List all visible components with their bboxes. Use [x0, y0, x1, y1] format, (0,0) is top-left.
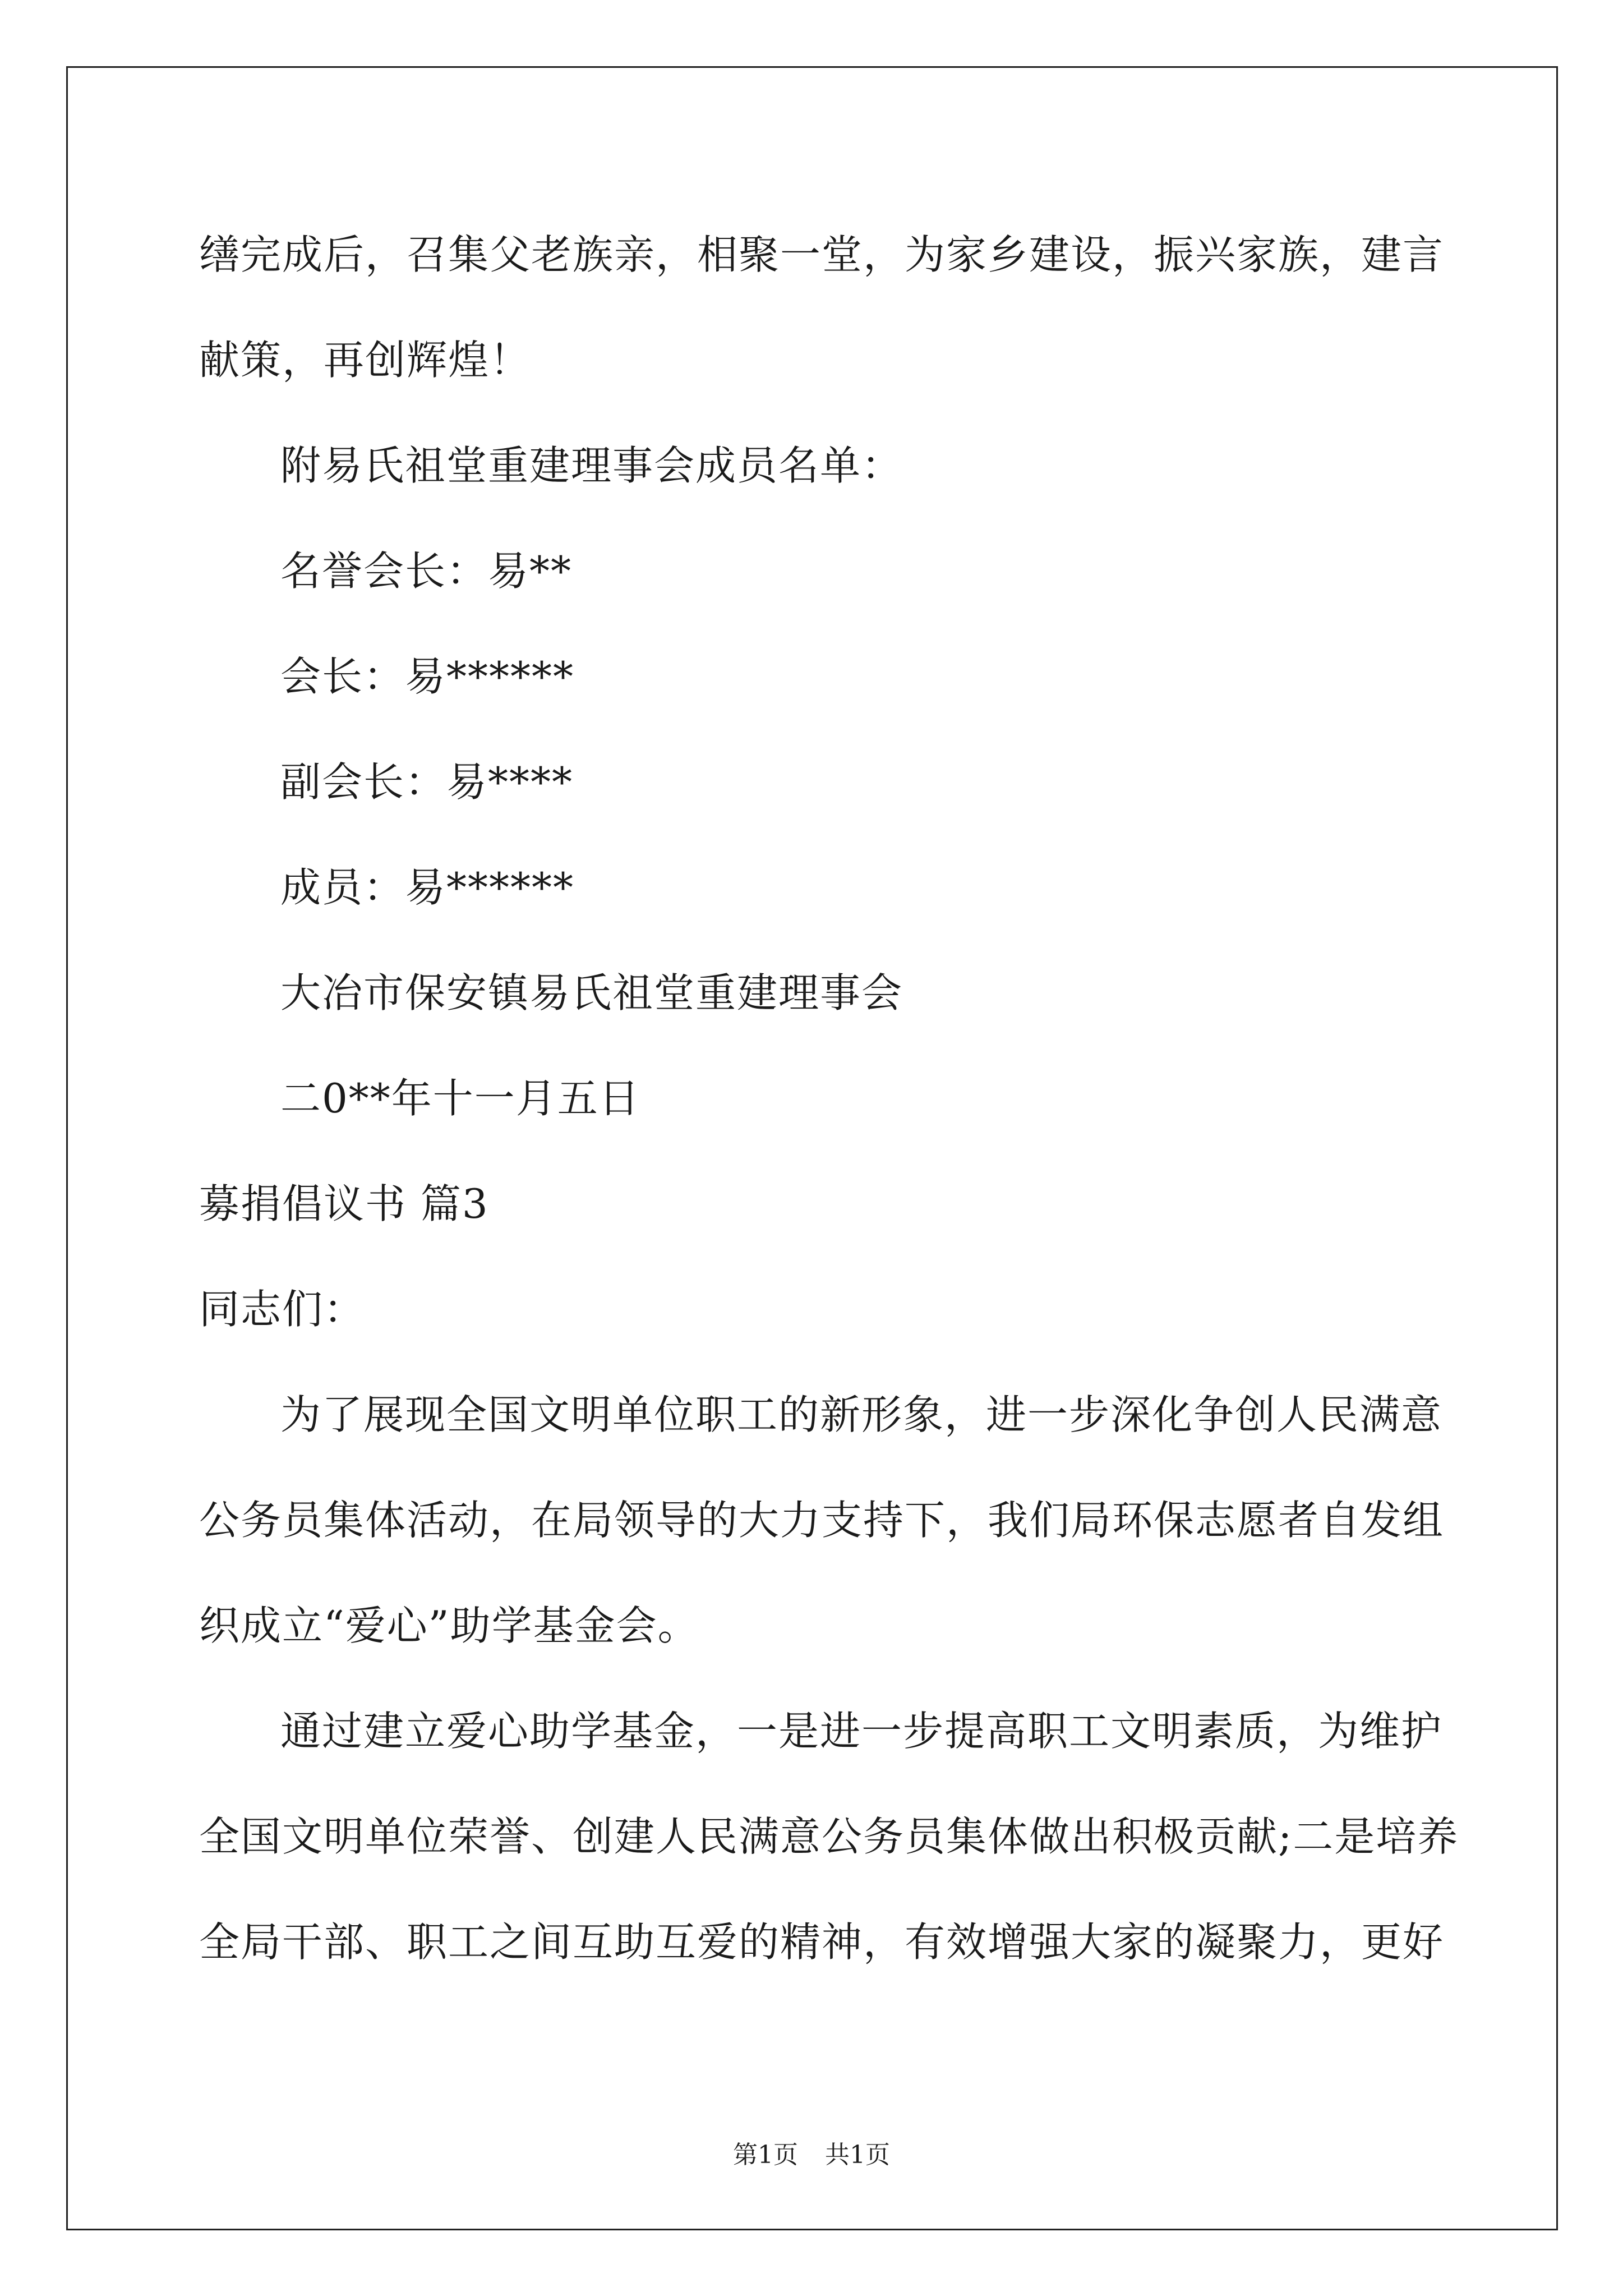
paragraph-2-line-1: 通过建立爱心助学基金，一是进一步提高职工文明素质，为维护: [280, 1708, 1443, 1755]
paragraph-2-line-3: 全局干部、职工之间互助互爱的精神，有效增强大家的凝聚力，更好: [199, 1918, 1445, 1966]
vice-president-line: 副会长：易****: [280, 758, 574, 806]
paragraph-1-line-2: 公务员集体活动，在局领导的大力支持下，我们局环保志愿者自发组: [199, 1497, 1445, 1544]
president-line: 会长：易******: [280, 653, 575, 700]
page-footer: [0, 2139, 1623, 2171]
body-line-2: 献策，再创辉煌！: [199, 337, 532, 384]
member-list-heading: 附易氏祖堂重建理事会成员名单：: [280, 442, 903, 489]
page-number-current: 第1页: [733, 2141, 798, 2169]
members-line: 成员：易******: [280, 864, 575, 911]
page-border: [66, 66, 1558, 2230]
signature-date: 二0**年十一月五日: [280, 1075, 640, 1122]
salutation: 同志们：: [199, 1286, 366, 1333]
paragraph-1-line-1: 为了展现全国文明单位职工的新形象，进一步深化争创人民满意: [280, 1391, 1443, 1438]
paragraph-1-line-3: 织成立“爱心”助学基金会。: [199, 1602, 699, 1649]
paragraph-2-line-2: 全国文明单位荣誉、创建人民满意公务员集体做出积极贡献;二是培养: [199, 1813, 1459, 1860]
page-number-total: 共1页: [825, 2141, 890, 2169]
signature-organization: 大冶市保安镇易氏祖堂重建理事会: [280, 969, 903, 1016]
section-title: 募捐倡议书 篇3: [199, 1180, 489, 1227]
body-line-1: 缮完成后，召集父老族亲，相聚一堂，为家乡建设，振兴家族，建言: [199, 231, 1445, 278]
honorary-president-line: 名誉会长：易**: [280, 547, 573, 595]
